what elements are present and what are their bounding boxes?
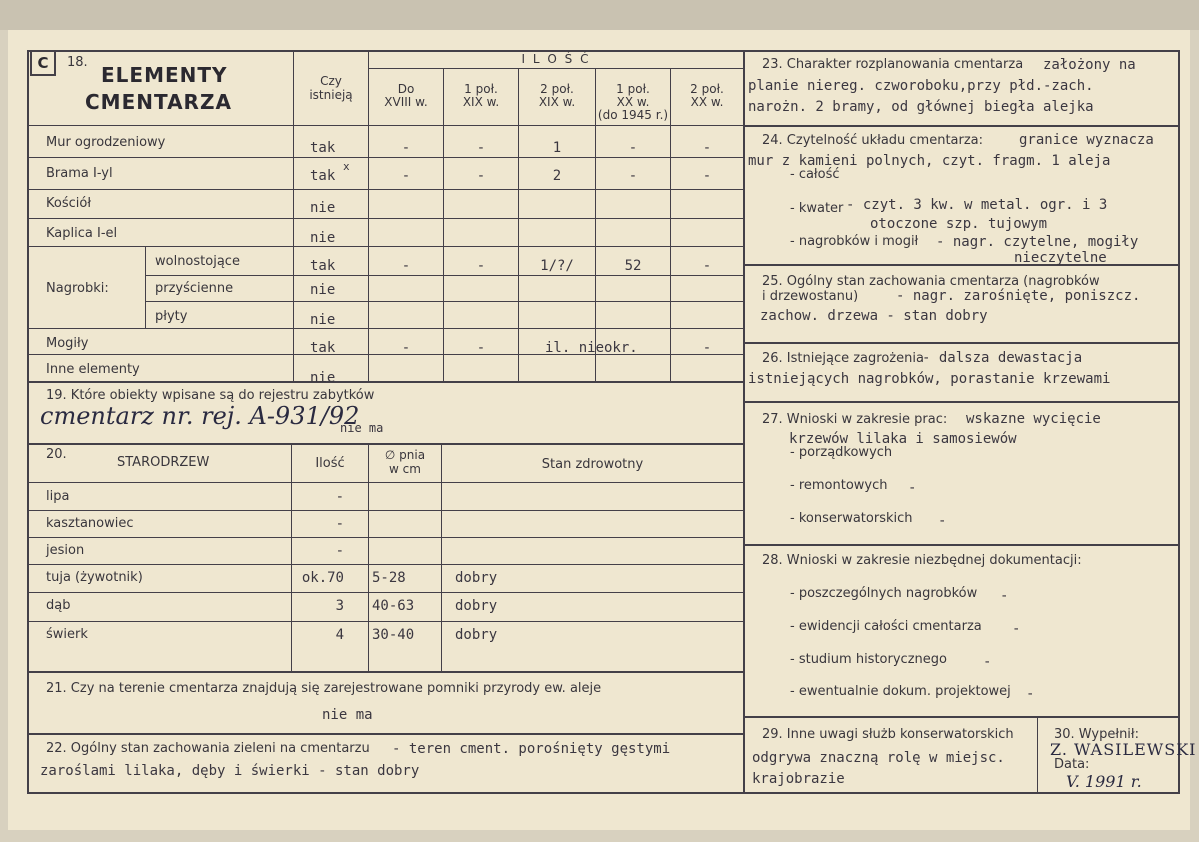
q25-label: i drzewostanu): [762, 289, 859, 304]
q20-title: STARODRZEW: [117, 455, 210, 470]
q28-label: 28. Wnioski w zakresie niezbędnej dokumentacji:: [762, 553, 1082, 568]
col-line: [1037, 716, 1038, 792]
q24-sub-quarters: - kwater: [790, 201, 844, 216]
q19-typed: nie ma: [340, 421, 384, 435]
section-line: [744, 544, 1179, 546]
row-line: [145, 275, 743, 276]
tree-diameter: 30-40: [372, 627, 415, 643]
period-header: 1 poł.: [464, 82, 498, 96]
outer-left-border: [27, 50, 29, 794]
tree-health: dobry: [455, 627, 498, 643]
q20-col-diameter: ∅ pnia: [384, 448, 426, 462]
q26-answer: istniejących nagrobków, porastanie krzewami: [748, 371, 1111, 387]
period-header: XIX w.: [462, 95, 500, 109]
section-title: CMENTARZA: [85, 90, 232, 114]
section-line: [744, 264, 1179, 266]
element-exists-value: nie: [310, 370, 336, 386]
row-line: [28, 328, 743, 329]
tree-name: świerk: [46, 627, 88, 642]
q20-col-state: Stan zdrowotny: [541, 457, 644, 472]
q27-item: - porządkowych: [790, 445, 893, 460]
q23-answer: założony na: [1043, 57, 1136, 73]
ilosc-line: [368, 68, 743, 69]
tree-health: dobry: [455, 598, 498, 614]
element-quantity: il. nieokr.: [545, 340, 638, 356]
outer-right-border: [1178, 50, 1180, 794]
element-quantity: 1/?/: [540, 258, 574, 274]
q25-label: 25. Ogólny stan zachowania cmentarza (nagrobków: [762, 274, 1100, 289]
period-header: XIX w.: [538, 95, 576, 109]
element-exists-value: nie: [310, 200, 336, 216]
element-quantity: -: [702, 140, 712, 156]
q24-sub-graves: - nagrobków i mogił: [790, 234, 919, 249]
element-quantity: -: [401, 340, 411, 356]
ilosc-header: I L O Ś Ć: [521, 52, 591, 66]
element-exists-value: nie: [310, 230, 336, 246]
q23-answer: narożn. 2 bramy, od głównej biegła alejka: [748, 99, 1094, 115]
element-quantity: -: [702, 258, 712, 274]
tree-diameter: 5-28: [372, 570, 406, 586]
element-quantity: -: [476, 140, 486, 156]
col-header-exists: Czy: [320, 74, 342, 88]
tree-diameter: 40-63: [372, 598, 415, 614]
row-line: [28, 510, 743, 511]
q23-label: 23. Charakter rozplanowania cmentarza: [762, 57, 1024, 72]
section-line: [28, 443, 743, 445]
tree-name: kasztanowiec: [46, 516, 134, 531]
section-line: [28, 671, 743, 673]
q21-answer: nie ma: [322, 707, 373, 723]
outer-top-border: [28, 50, 1180, 52]
tree-health: dobry: [455, 570, 498, 586]
element-quantity: -: [702, 340, 712, 356]
element-row-label: Kaplica I-el: [46, 226, 118, 241]
element-row-label: Mogiły: [46, 336, 89, 351]
element-exists-value: tak: [310, 258, 336, 274]
row-line: [28, 621, 743, 622]
element-quantity: 52: [624, 258, 642, 274]
section-number: 18.: [67, 55, 88, 70]
q27-answer: krzewów lilaka i samosiewów: [789, 431, 1017, 447]
tree-count: -: [335, 543, 344, 559]
period-header: (do 1945 r.): [597, 108, 669, 122]
section-line: [744, 125, 1179, 127]
q27-item-answer: -: [908, 480, 917, 496]
col-line: [518, 68, 519, 382]
tree-count: -: [335, 516, 344, 532]
element-quantity: -: [401, 168, 411, 184]
element-row-label: płyty: [155, 309, 188, 324]
q27-label: 27. Wnioski w zakresie prac:: [762, 412, 948, 427]
q28-item: - ewidencji całości cmentarza: [790, 619, 982, 634]
row-line: [28, 189, 743, 190]
q24-answer: granice wyznacza: [1019, 132, 1154, 148]
element-quantity: -: [401, 140, 411, 156]
q27-item: - konserwatorskich: [790, 511, 913, 526]
q19-handwritten: cmentarz nr. rej. A-931/92: [40, 402, 360, 430]
q24-answer: mur z kamieni polnych, czyt. fragm. 1 aleja: [748, 153, 1111, 169]
q24-quarters-answer: - czyt. 3 kw. w metal. ogr. i 3: [846, 197, 1108, 213]
element-quantity: 2: [552, 168, 562, 184]
row-line: [28, 157, 743, 158]
section-line: [744, 342, 1179, 344]
col-line: [443, 68, 444, 382]
row-line: [28, 246, 743, 247]
tree-count: -: [335, 489, 344, 505]
q24-graves-answer: - nagr. czytelne, mogiły: [936, 234, 1139, 250]
period-header: XX w.: [690, 95, 724, 109]
element-quantity: -: [401, 258, 411, 274]
q28-item: - poszczególnych nagrobków: [790, 586, 978, 601]
element-row-label: Kościół: [46, 196, 92, 211]
q24-graves-answer: nieczytelne: [1014, 250, 1107, 266]
q24-label: 24. Czytelność układu cmentarza:: [762, 133, 984, 148]
tree-count: ok.70: [301, 570, 344, 586]
section-line: [744, 401, 1179, 403]
element-quantity: -: [628, 140, 638, 156]
col-header-exists: istnieją: [309, 88, 353, 102]
q29-label: 29. Inne uwagi służb konserwatorskich: [762, 727, 1014, 742]
section-title: ELEMENTY: [101, 63, 228, 87]
period-header: 2 poł.: [540, 82, 574, 96]
q29-answer: odgrywa znaczną rolę w miejsc.: [752, 750, 1005, 766]
q22-answer: zaroślami lilaka, dęby i świerki - stan dobry: [40, 763, 420, 779]
element-exists-value: tak: [310, 168, 336, 184]
col-line: [145, 246, 146, 328]
section-line: [744, 716, 1179, 718]
element-exists-value: tak: [310, 340, 336, 356]
element-exists-value: tak: [310, 140, 336, 156]
q28-item-answer: -: [1012, 621, 1021, 637]
row-line: [28, 482, 743, 483]
tree-name: dąb: [46, 598, 71, 613]
element-exists-value: nie: [310, 312, 336, 328]
tree-count: 3: [335, 598, 344, 614]
filled-by-name: Z. WASILEWSKI: [1050, 740, 1197, 759]
q26-answer: - dalsza dewastacja: [922, 350, 1083, 366]
q21-label: 21. Czy na terenie cmentarza znajdują się zarejestrowane pomniki przyrody ew. aleje: [46, 681, 602, 696]
period-header: 1 poł.: [616, 82, 650, 96]
element-row-label: Brama I-yl: [46, 166, 113, 181]
section-line: [28, 733, 743, 735]
tree-name: tuja (żywotnik): [46, 570, 143, 585]
q24-quarters-answer: otoczone szp. tujowym: [870, 216, 1048, 232]
q26-label: 26. Istniejące zagrożenia: [762, 351, 924, 366]
q30-label: 30. Wypełnił:: [1054, 727, 1139, 742]
q24-sub-whole: - całość: [790, 167, 840, 182]
tree-count: 4: [335, 627, 344, 643]
col-line: [368, 443, 369, 672]
row-line: [145, 301, 743, 302]
element-row-label: wolnostojące: [155, 254, 240, 269]
date-label: Data:: [1054, 757, 1090, 772]
q28-item: - ewentualnie dokum. projektowej: [790, 684, 1011, 699]
row-line: [28, 564, 743, 565]
period-header: 2 poł.: [690, 82, 724, 96]
period-header: XVIII w.: [384, 95, 428, 109]
q22-answer: - teren cment. porośnięty gęstymi: [392, 741, 671, 757]
q19-label: 19. Które obiekty wpisane są do rejestru zabytków: [46, 388, 375, 403]
period-header: Do: [397, 82, 415, 96]
element-quantity: -: [476, 340, 486, 356]
col-line: [441, 443, 442, 672]
q27-answer: wskazne wycięcie: [966, 411, 1101, 427]
q20-number: 20.: [46, 447, 67, 462]
element-row-label: Inne elementy: [46, 362, 140, 377]
top-edge: [0, 0, 1199, 30]
element-quantity: -: [476, 168, 486, 184]
tree-name: lipa: [46, 489, 70, 504]
row-line: [28, 537, 743, 538]
element-quantity: -: [628, 168, 638, 184]
q25-answer: - nagr. zarośnięte, poniszcz.: [896, 288, 1141, 304]
section-line: [28, 381, 743, 383]
q20-col-count: Ilość: [315, 456, 345, 471]
element-exists-value: nie: [310, 282, 336, 298]
element-row-label: Mur ogrodzeniowy: [46, 135, 166, 150]
element-row-label: przyścienne: [155, 281, 234, 296]
q20-col-diameter: w cm: [389, 462, 421, 476]
element-quantity: -: [702, 168, 712, 184]
q27-item-answer: -: [938, 513, 947, 529]
period-header: XX w.: [616, 95, 650, 109]
element-quantity: 1: [552, 140, 562, 156]
q22-label: 22. Ogólny stan zachowania zieleni na cmentarzu: [46, 741, 370, 756]
q25-answer: zachow. drzewa - stan dobry: [760, 308, 988, 324]
row-line: [28, 592, 743, 593]
element-exists-mark: x: [343, 160, 350, 173]
q28-item-answer: -: [1000, 588, 1009, 604]
header-bottom-line: [28, 125, 743, 126]
outer-bottom-border: [28, 792, 1180, 794]
middle-divider: [743, 50, 745, 794]
q28-item-answer: -: [983, 654, 992, 670]
q28-item-answer: -: [1026, 686, 1035, 702]
filled-date: V. 1991 r.: [1066, 772, 1142, 791]
section-badge: C: [30, 50, 56, 76]
q28-item: - studium historycznego: [790, 652, 947, 667]
col-line: [670, 68, 671, 382]
q23-answer: planie niereg. czworoboku,przy płd.-zach.: [748, 78, 1094, 94]
q29-answer: krajobrazie: [752, 771, 845, 787]
nagrobki-label: Nagrobki:: [46, 281, 109, 296]
tree-name: jesion: [46, 543, 85, 558]
row-line: [28, 218, 743, 219]
element-quantity: -: [476, 258, 486, 274]
q27-item: - remontowych: [790, 478, 888, 493]
